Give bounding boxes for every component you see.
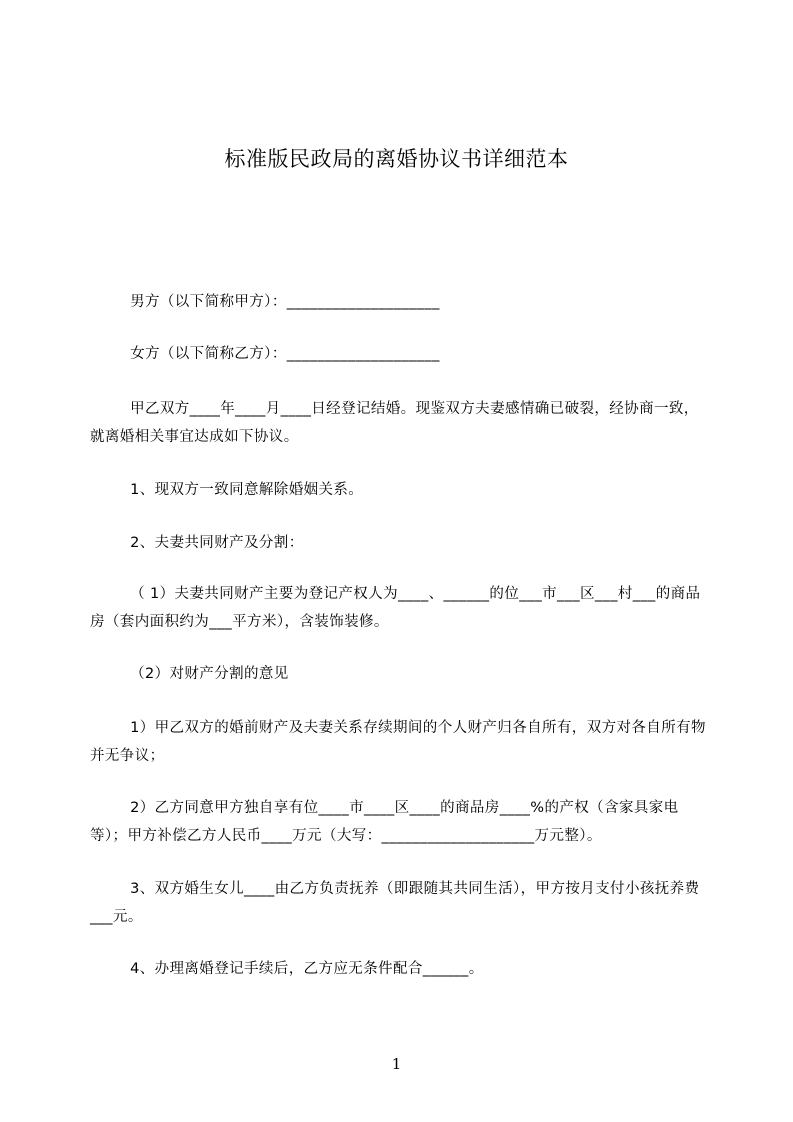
paragraph-intro: 甲乙双方____年____月____日经登记结婚。现鉴双方夫妻感情确已破裂，经协商一致，就离婚相关事宜达成如下协议。 [90,401,699,445]
paragraph-clause-2-2-2: 2）乙方同意甲方独自享有位____市____区____的商品房____%的产权（含家具家电等）；甲方补偿乙方人民币____万元（大写：____________________万元整）。 [90,800,679,844]
paragraph-clause-2-2: （2）对财产分割的意见 [90,666,289,682]
paragraph-clause-1: 1、现双方一致同意解除婚姻关系。 [90,482,364,498]
document-title: 标准版民政局的离婚协议书详细范本 [224,147,569,171]
paragraph-clause-2: 2、夫妻共同财产及分割： [90,535,304,551]
paragraph-wife: 女方（以下简称乙方）：____________________ [90,346,440,362]
paragraph-clause-4: 4、办理离婚登记手续后，乙方应无条件配合______。 [90,961,484,977]
paragraph-husband: 男方（以下简称甲方）：____________________ [90,294,440,310]
paragraph-clause-3: 3、双方婚生女儿____由乙方负责抚养（即跟随其共同生活），甲方按月支付小孩抚养费___元。 [90,881,700,925]
page-number: 1 [391,1055,402,1073]
paragraph-clause-2-1: （ 1）夫妻共同财产主要为登记产权人为____、______的位___市___区___村___的商品房（套内面积约为___平方米），含装饰装修。 [90,586,701,630]
paragraph-clause-2-2-1: 1）甲乙双方的婚前财产及夫妻关系存续期间的个人财产归各自所有，双方对各自所有物并无争议； [90,720,706,764]
